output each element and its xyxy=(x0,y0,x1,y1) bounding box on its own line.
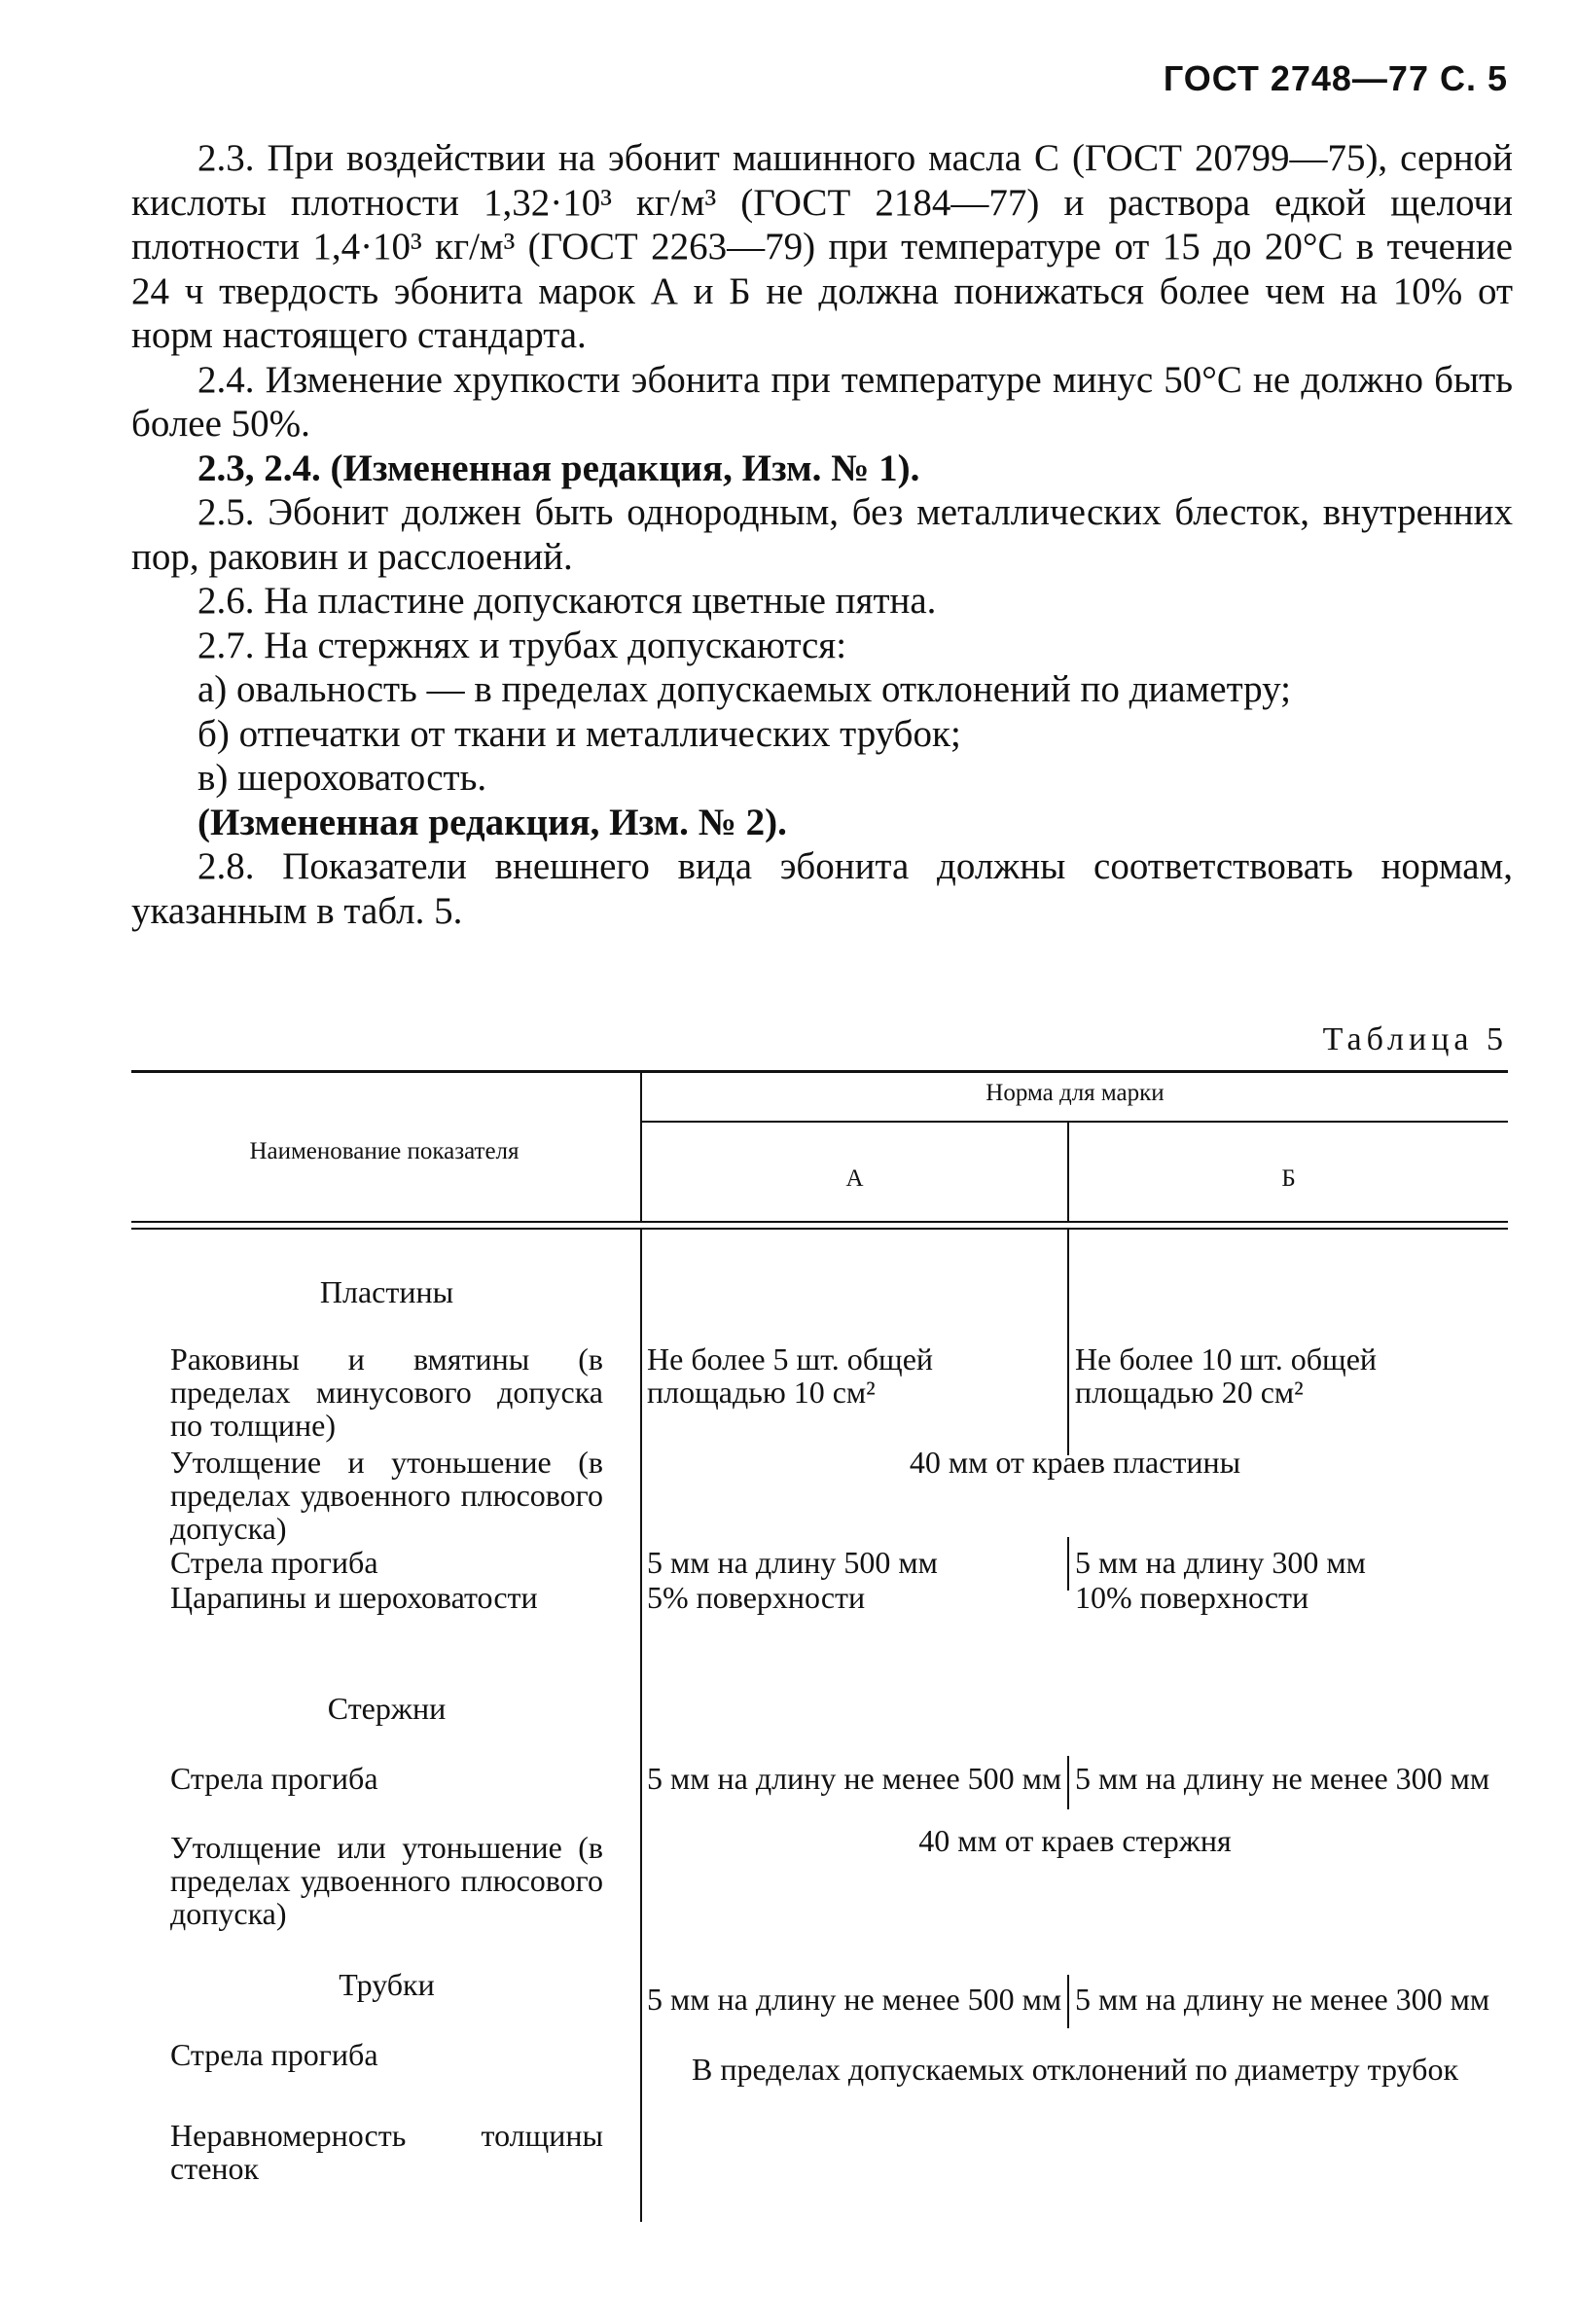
paragraph-2-6: 2.6. На пластине допускаются цветные пятна. xyxy=(197,580,937,622)
paragraph-2-7-a: а) овальность — в пределах допускаемых отклонений по диаметру; xyxy=(197,668,1291,710)
row-name-deflection-rods: Стрела прогиба xyxy=(170,1761,378,1796)
row-name-wall-unevenness: Неравномерность толщины стенок xyxy=(170,2118,603,2186)
row-ab-thickening-rods: 40 мм от краев стержня xyxy=(918,1823,1232,1858)
paragraph-2-4: 2.4. Изменение хрупкости эбонита при температуре минус 50°С не должно быть более 50%. xyxy=(131,358,1513,445)
table-top-rule xyxy=(131,1070,1508,1073)
group-rods: Стержни xyxy=(327,1691,447,1726)
header-bottom-rule-1 xyxy=(131,1221,1508,1223)
body-divider-ab-4 xyxy=(1067,1975,1069,2028)
row-a-deflection-tubes: 5 мм на длину не менее 500 мм xyxy=(647,1982,1062,2017)
row-name-thickening-rods: Утолщение или утоньшение (в пределах удвоенного плюсового допуска) xyxy=(170,1830,603,1931)
group-plates: Пластины xyxy=(319,1274,454,1309)
page-header: ГОСТ 2748—77 С. 5 xyxy=(1163,58,1508,98)
body-divider-ab-3 xyxy=(1067,1756,1069,1809)
row-b-scratches: 10% поверхности xyxy=(1075,1580,1309,1615)
row-b-deflection-plates: 5 мм на длину 300 мм xyxy=(1075,1545,1366,1580)
body-divider-ab-2 xyxy=(1067,1537,1069,1591)
body-text xyxy=(131,136,1513,933)
header-group-rule xyxy=(642,1121,1508,1123)
row-b-cavities: Не более 10 шт. общей площадью 20 см² xyxy=(1075,1341,1378,1410)
row-a-scratches: 5% поверхности xyxy=(647,1580,866,1615)
amendment-note-1: 2.3, 2.4. (Измененная редакция, Изм. № 1). xyxy=(197,447,920,489)
body-divider-left xyxy=(640,1230,642,2222)
body-divider-ab-1 xyxy=(1067,1230,1069,1455)
row-name-scratches: Царапины и шероховатости xyxy=(170,1580,538,1615)
row-ab-thickening-plates: 40 мм от краев пластины xyxy=(909,1445,1241,1480)
row-a-deflection-plates: 5 мм на длину 500 мм xyxy=(647,1545,938,1580)
column-header-name: Наименование показателя xyxy=(249,1138,520,1164)
row-name-cavities: Раковины и вмятины (в пределах минусового допуска по толщине) xyxy=(170,1341,603,1443)
row-a-deflection-rods: 5 мм на длину не менее 500 мм xyxy=(647,1761,1062,1796)
table-caption: Таблица 5 xyxy=(1322,1021,1508,1057)
row-b-deflection-rods: 5 мм на длину не менее 300 мм xyxy=(1075,1761,1490,1796)
paragraph-2-8: 2.8. Показатели внешнего вида эбонита должны соответствовать нормам, указанным в табл. 5. xyxy=(131,845,1513,932)
row-a-cavities: Не более 5 шт. общей площадью 10 см² xyxy=(647,1341,934,1410)
paragraph-2-7-b: б) отпечатки от ткани и металлических трубок; xyxy=(197,712,961,755)
amendment-note-2: (Измененная редакция, Изм. № 2). xyxy=(197,801,787,843)
paragraph-2-3: 2.3. При воздействии на эбонит машинного масла С (ГОСТ 20799—75), серной кислоты плотности 1,32·10³ кг/м³ (ГОСТ 2184—77) и раствора едкой щелочи плотности 1,4·10³ кг/м³ (ГОСТ 2263—79) при температуре от 15 до 20°С в течение 24 ч твердость эбонита марок А и Б не должна понижаться более чем на 10% от норм настоящего стандарта. xyxy=(131,137,1513,356)
paragraph-2-7: 2.7. На стержнях и трубах допускаются: xyxy=(197,624,847,666)
paragraph-2-7-c: в) шероховатость. xyxy=(197,757,487,799)
row-name-thickening-plates: Утолщение и утоньшение (в пределах удвоенного плюсового допуска) xyxy=(170,1445,603,1546)
row-name-deflection-tubes: Стрела прогиба xyxy=(170,2037,378,2072)
row-name-deflection-plates: Стрела прогиба xyxy=(170,1545,378,1580)
row-b-deflection-tubes: 5 мм на длину не менее 300 мм xyxy=(1075,1982,1490,2017)
column-header-a: А xyxy=(845,1165,864,1192)
paragraph-2-5: 2.5. Эбонит должен быть однородным, без металлических блесток, внутренних пор, раковин и расслоений. xyxy=(131,491,1513,578)
header-bottom-rule-2 xyxy=(131,1228,1508,1230)
group-tubes: Трубки xyxy=(339,1967,435,2002)
row-ab-wall-unevenness: В пределах допускаемых отклонений по диаметру трубок xyxy=(691,2052,1458,2087)
column-header-group: Норма для марки xyxy=(986,1080,1165,1106)
column-header-b: Б xyxy=(1281,1165,1296,1192)
